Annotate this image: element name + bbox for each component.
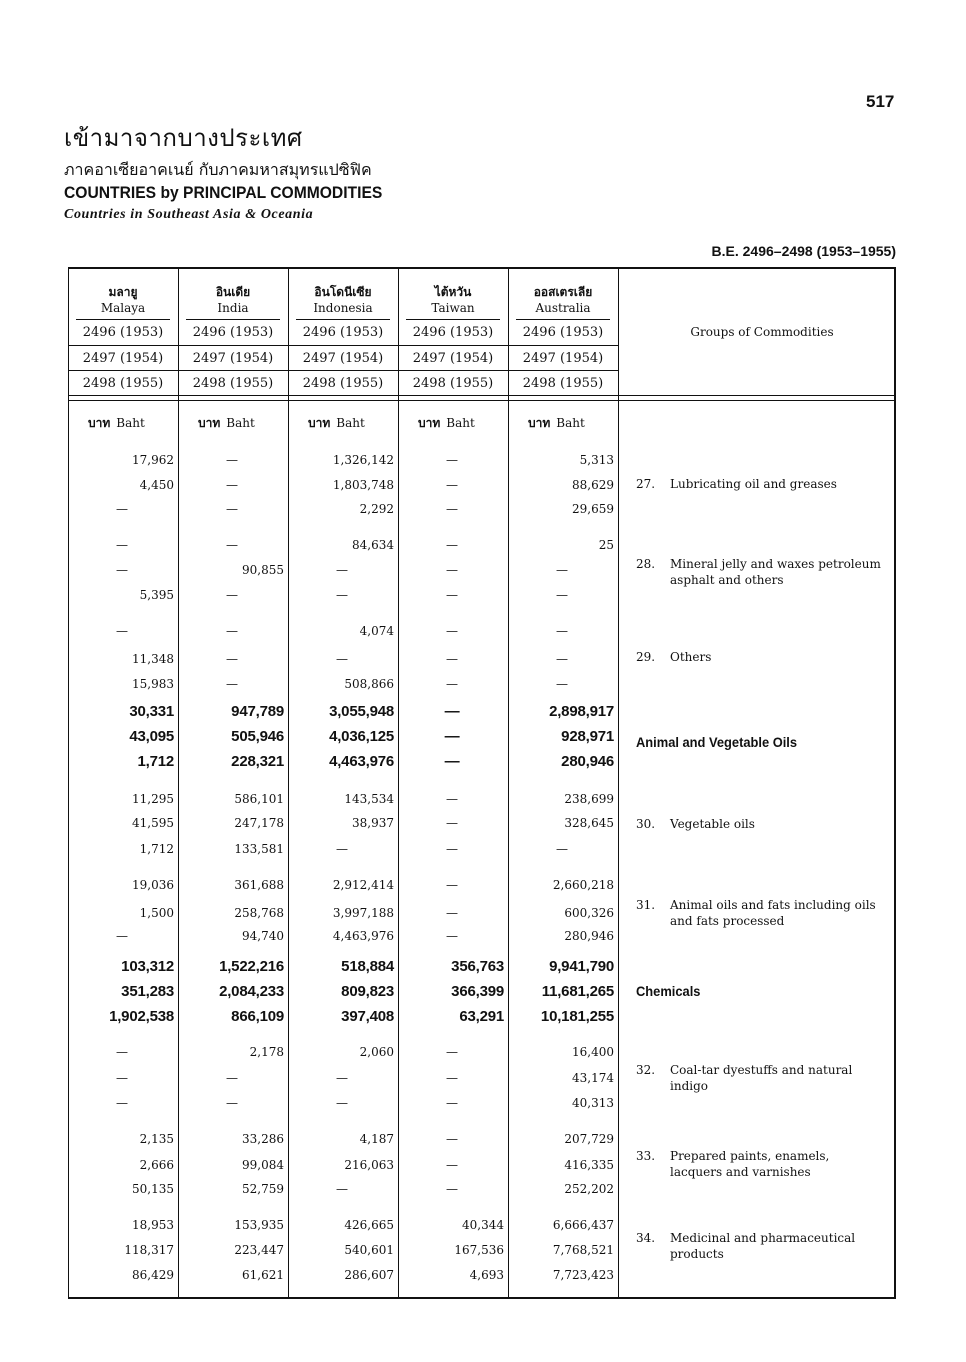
table-cell: 2,060: [359, 1045, 394, 1059]
table-cell: 223,447: [234, 1243, 284, 1257]
table-cell: 1,902,538: [109, 1008, 174, 1025]
table-cell: —: [116, 1096, 128, 1110]
subtitle-thai: ภาคอาเซียอาคเนย์ กับภาคมหาสมุทรแปซิฟิค: [64, 160, 372, 179]
table-cell: —: [446, 538, 458, 552]
table-cell: —: [446, 1071, 458, 1085]
table-cell: 540,601: [344, 1243, 394, 1257]
table-cell: —: [556, 652, 568, 666]
section-label: Animal and Vegetable Oils: [636, 734, 798, 750]
table-cell: —: [226, 502, 238, 516]
table-cell: 11,295: [132, 792, 174, 806]
table-cell: 143,534: [344, 792, 394, 806]
header-country-th: อินโดนีเซีย: [314, 285, 372, 299]
commodity-label: 34. Medicinal and pharmaceutical products: [636, 1231, 856, 1261]
table-cell: 2,292: [359, 502, 394, 516]
table-cell: —: [446, 588, 458, 602]
section-label: Chemicals: [636, 983, 701, 999]
header-underline: [516, 319, 610, 320]
commodity-table: [68, 267, 896, 1299]
unit-label: บาท Baht: [528, 416, 585, 430]
table-cell: 2,898,917: [549, 703, 614, 720]
table-cell: —: [446, 1158, 458, 1172]
commodity-label: 33. Prepared paints, enamels, lacquers and varnishes: [636, 1149, 830, 1179]
table-cell: 118,317: [124, 1243, 174, 1257]
table-cell: 88,629: [572, 478, 614, 492]
table-cell: —: [446, 478, 458, 492]
table-cell: 90,855: [242, 563, 284, 577]
commodity-label: 27. Lubricating oil and greases: [636, 477, 837, 491]
table-cell: —: [226, 538, 238, 552]
table-cell: —: [444, 728, 460, 745]
table-cell: 228,321: [231, 753, 284, 770]
table-cell: 280,946: [561, 753, 614, 770]
table-cell: —: [226, 1096, 238, 1110]
commodity-label: 32. Coal-tar dyestuffs and natural indigo: [636, 1063, 853, 1093]
table-cell: —: [444, 753, 460, 770]
table-cell: 4,074: [359, 624, 394, 638]
table-cell: 508,866: [344, 677, 394, 691]
table-cell: —: [446, 1096, 458, 1110]
header-year: 2496 (1953): [302, 325, 384, 340]
table-cell: —: [446, 563, 458, 577]
table-cell: 5,313: [579, 453, 614, 467]
table-cell: 19,036: [132, 878, 174, 892]
table-cell: 33,286: [242, 1132, 284, 1146]
table-cell: —: [556, 563, 568, 577]
table-cell: —: [226, 624, 238, 638]
table-cell: 133,581: [234, 842, 284, 856]
table-cell: 505,946: [231, 728, 284, 745]
table-cell: 586,101: [234, 792, 284, 806]
table-cell: 4,187: [359, 1132, 394, 1146]
table-cell: 5,395: [139, 588, 174, 602]
table-cell: 361,688: [234, 878, 284, 892]
table-cell: 1,500: [139, 906, 174, 920]
table-cell: —: [446, 878, 458, 892]
table-cell: 84,634: [352, 538, 394, 552]
table-cell: —: [336, 563, 348, 577]
table-cell: —: [336, 842, 348, 856]
title-english: COUNTRIES by PRINCIPAL COMMODITIES: [64, 183, 383, 202]
table-cell: 4,463,976: [332, 929, 394, 943]
unit-label: บาท Baht: [308, 416, 365, 430]
table-left-rule: [68, 267, 69, 1299]
header-year: 2498 (1955): [192, 376, 274, 391]
table-cell: 40,344: [462, 1218, 504, 1232]
table-cell: —: [446, 906, 458, 920]
table-cell: 238,699: [564, 792, 614, 806]
table-cell: 809,823: [341, 983, 394, 1000]
table-cell: 351,283: [121, 983, 174, 1000]
table-cell: 947,789: [231, 703, 284, 720]
table-cell: 11,348: [132, 652, 174, 666]
table-cell: 280,946: [564, 929, 614, 943]
table-cell: —: [336, 1096, 348, 1110]
table-cell: 29,659: [572, 502, 614, 516]
table-cell: 2,178: [249, 1045, 284, 1059]
table-cell: 252,202: [564, 1182, 614, 1196]
header-country-en: India: [217, 301, 249, 315]
col-rule-1: [178, 267, 179, 1297]
unit-label: บาท Baht: [418, 416, 475, 430]
commodity-label: 29. Others: [636, 650, 712, 664]
table-cell: 2,135: [139, 1132, 174, 1146]
header-country-en: Australia: [535, 301, 591, 315]
table-cell: —: [446, 624, 458, 638]
table-cell: 866,109: [231, 1008, 284, 1025]
header-year: 2498 (1955): [302, 376, 384, 391]
table-cell: —: [226, 652, 238, 666]
table-cell: 1,803,748: [332, 478, 394, 492]
table-cell: 2,666: [139, 1158, 174, 1172]
table-cell: —: [116, 1071, 128, 1085]
table-top-rule: [68, 267, 896, 269]
commodity-label: 30. Vegetable oils: [636, 817, 755, 831]
header-year: 2496 (1953): [412, 325, 494, 340]
commodity-label: 31. Animal oils and fats including oils and fats processed: [636, 898, 876, 928]
header-country-th: อินเดีย: [215, 285, 251, 299]
table-cell: —: [226, 588, 238, 602]
year-row-rule: [68, 345, 618, 346]
header-underline: [406, 319, 500, 320]
table-cell: 207,729: [564, 1132, 614, 1146]
table-cell: 61,621: [242, 1268, 284, 1282]
table-cell: 153,935: [234, 1218, 284, 1232]
table-cell: 94,740: [242, 929, 284, 943]
table-cell: —: [226, 453, 238, 467]
table-cell: 16,400: [572, 1045, 614, 1059]
table-cell: 366,399: [451, 983, 504, 1000]
table-cell: —: [444, 703, 460, 720]
header-rule-2: [68, 400, 896, 401]
page-number: 517: [866, 92, 895, 111]
table-cell: —: [446, 1045, 458, 1059]
table-cell: 3,055,948: [329, 703, 394, 720]
table-cell: 1,712: [137, 753, 174, 770]
table-cell: —: [446, 816, 458, 830]
table-cell: 18,953: [132, 1218, 174, 1232]
table-cell: —: [116, 538, 128, 552]
table-cell: 4,450: [139, 478, 174, 492]
table-cell: —: [116, 502, 128, 516]
table-cell: 41,595: [132, 816, 174, 830]
table-cell: 30,331: [129, 703, 174, 720]
table-cell: 3,997,188: [332, 906, 394, 920]
table-cell: —: [556, 624, 568, 638]
col-rule-4: [508, 267, 509, 1297]
table-cell: —: [226, 478, 238, 492]
table-cell: 416,335: [564, 1158, 614, 1172]
table-cell: 7,723,423: [552, 1268, 614, 1282]
table-cell: —: [446, 652, 458, 666]
header-country-th: ไต้หวัน: [434, 285, 472, 299]
table-cell: 7,768,521: [552, 1243, 614, 1257]
header-underline: [76, 319, 170, 320]
table-cell: 52,759: [242, 1182, 284, 1196]
table-cell: 4,036,125: [329, 728, 394, 745]
table-cell: 1,326,142: [332, 453, 394, 467]
table-cell: —: [116, 929, 128, 943]
table-cell: 50,135: [132, 1182, 174, 1196]
table-cell: —: [446, 929, 458, 943]
table-cell: 2,660,218: [552, 878, 614, 892]
header-rule-1: [68, 395, 896, 396]
header-year: 2498 (1955): [82, 376, 164, 391]
table-cell: 4,693: [469, 1268, 504, 1282]
table-cell: 63,291: [459, 1008, 504, 1025]
table-cell: —: [226, 1071, 238, 1085]
groups-heading: Groups of Commodities: [690, 325, 834, 339]
unit-label: บาท Baht: [88, 416, 145, 430]
header-country-en: Indonesia: [313, 301, 373, 315]
table-cell: 86,429: [132, 1268, 174, 1282]
table-cell: —: [336, 1071, 348, 1085]
table-cell: 40,313: [572, 1096, 614, 1110]
table-cell: 103,312: [121, 958, 174, 975]
table-cell: —: [336, 588, 348, 602]
table-cell: 11,681,265: [541, 983, 614, 1000]
table-cell: 328,645: [564, 816, 614, 830]
header-year: 2498 (1955): [522, 376, 604, 391]
table-cell: —: [446, 453, 458, 467]
header-country-en: Malaya: [100, 301, 146, 315]
table-cell: 99,084: [242, 1158, 284, 1172]
table-cell: —: [446, 502, 458, 516]
table-cell: —: [446, 677, 458, 691]
table-cell: 1,522,216: [219, 958, 284, 975]
table-cell: 6,666,437: [552, 1218, 614, 1232]
table-cell: —: [116, 1045, 128, 1059]
table-cell: —: [446, 792, 458, 806]
table-cell: —: [226, 677, 238, 691]
header-year: 2496 (1953): [192, 325, 274, 340]
header-year: 2497 (1954): [82, 351, 164, 366]
table-cell: 258,768: [234, 906, 284, 920]
table-cell: 600,326: [564, 906, 614, 920]
subtitle-english: Countries in Southeast Asia & Oceania: [64, 207, 314, 222]
table-cell: 4,463,976: [329, 753, 394, 770]
table-cell: 167,536: [454, 1243, 504, 1257]
table-cell: 1,712: [139, 842, 174, 856]
header-year: 2497 (1954): [522, 351, 604, 366]
year-row-rule: [68, 370, 618, 371]
header-country-th: ออสเตรเลีย: [533, 285, 593, 299]
table-cell: —: [116, 563, 128, 577]
col-rule-5: [618, 267, 619, 1297]
table-cell: 2,084,233: [219, 983, 284, 1000]
table-cell: —: [556, 842, 568, 856]
table-cell: 43,174: [572, 1071, 614, 1085]
col-rule-2: [288, 267, 289, 1297]
table-cell: 397,408: [341, 1008, 394, 1025]
commodity-label: 28. Mineral jelly and waxes petroleum asphalt and others: [636, 557, 881, 587]
table-cell: 928,971: [561, 728, 614, 745]
table-cell: 286,607: [344, 1268, 394, 1282]
table-cell: —: [556, 588, 568, 602]
header-year: 2496 (1953): [82, 325, 164, 340]
header-year: 2497 (1954): [192, 351, 274, 366]
table-cell: —: [336, 652, 348, 666]
table-cell: —: [446, 1182, 458, 1196]
header-underline: [186, 319, 280, 320]
header-year: 2496 (1953): [522, 325, 604, 340]
table-cell: 216,063: [344, 1158, 394, 1172]
table-cell: 426,665: [344, 1218, 394, 1232]
title-thai: เข้ามาจากบางประเทศ: [64, 124, 303, 152]
table-cell: 25: [598, 538, 614, 552]
header-year: 2497 (1954): [412, 351, 494, 366]
table-cell: 518,884: [341, 958, 394, 975]
table-cell: —: [116, 624, 128, 638]
header-country-en: Taiwan: [431, 301, 475, 315]
unit-label: บาท Baht: [198, 416, 255, 430]
table-cell: 43,095: [129, 728, 174, 745]
col-rule-3: [398, 267, 399, 1297]
table-cell: —: [446, 1132, 458, 1146]
header-year: 2498 (1955): [412, 376, 494, 391]
table-cell: 38,937: [352, 816, 394, 830]
table-bottom-rule: [68, 1297, 896, 1299]
table-cell: 2,912,414: [332, 878, 394, 892]
table-cell: 9,941,790: [549, 958, 614, 975]
header-year: 2497 (1954): [302, 351, 384, 366]
table-cell: 356,763: [451, 958, 504, 975]
table-cell: —: [446, 842, 458, 856]
table-right-rule: [894, 267, 896, 1299]
table-cell: 17,962: [132, 453, 174, 467]
table-cell: —: [336, 1182, 348, 1196]
table-cell: —: [556, 677, 568, 691]
header-underline: [296, 319, 390, 320]
period-label: B.E. 2496–2498 (1953–1955): [711, 243, 896, 259]
header-country-th: มลายู: [108, 285, 138, 299]
table-cell: 247,178: [234, 816, 284, 830]
table-cell: 15,983: [132, 677, 174, 691]
table-cell: 10,181,255: [540, 1008, 614, 1025]
